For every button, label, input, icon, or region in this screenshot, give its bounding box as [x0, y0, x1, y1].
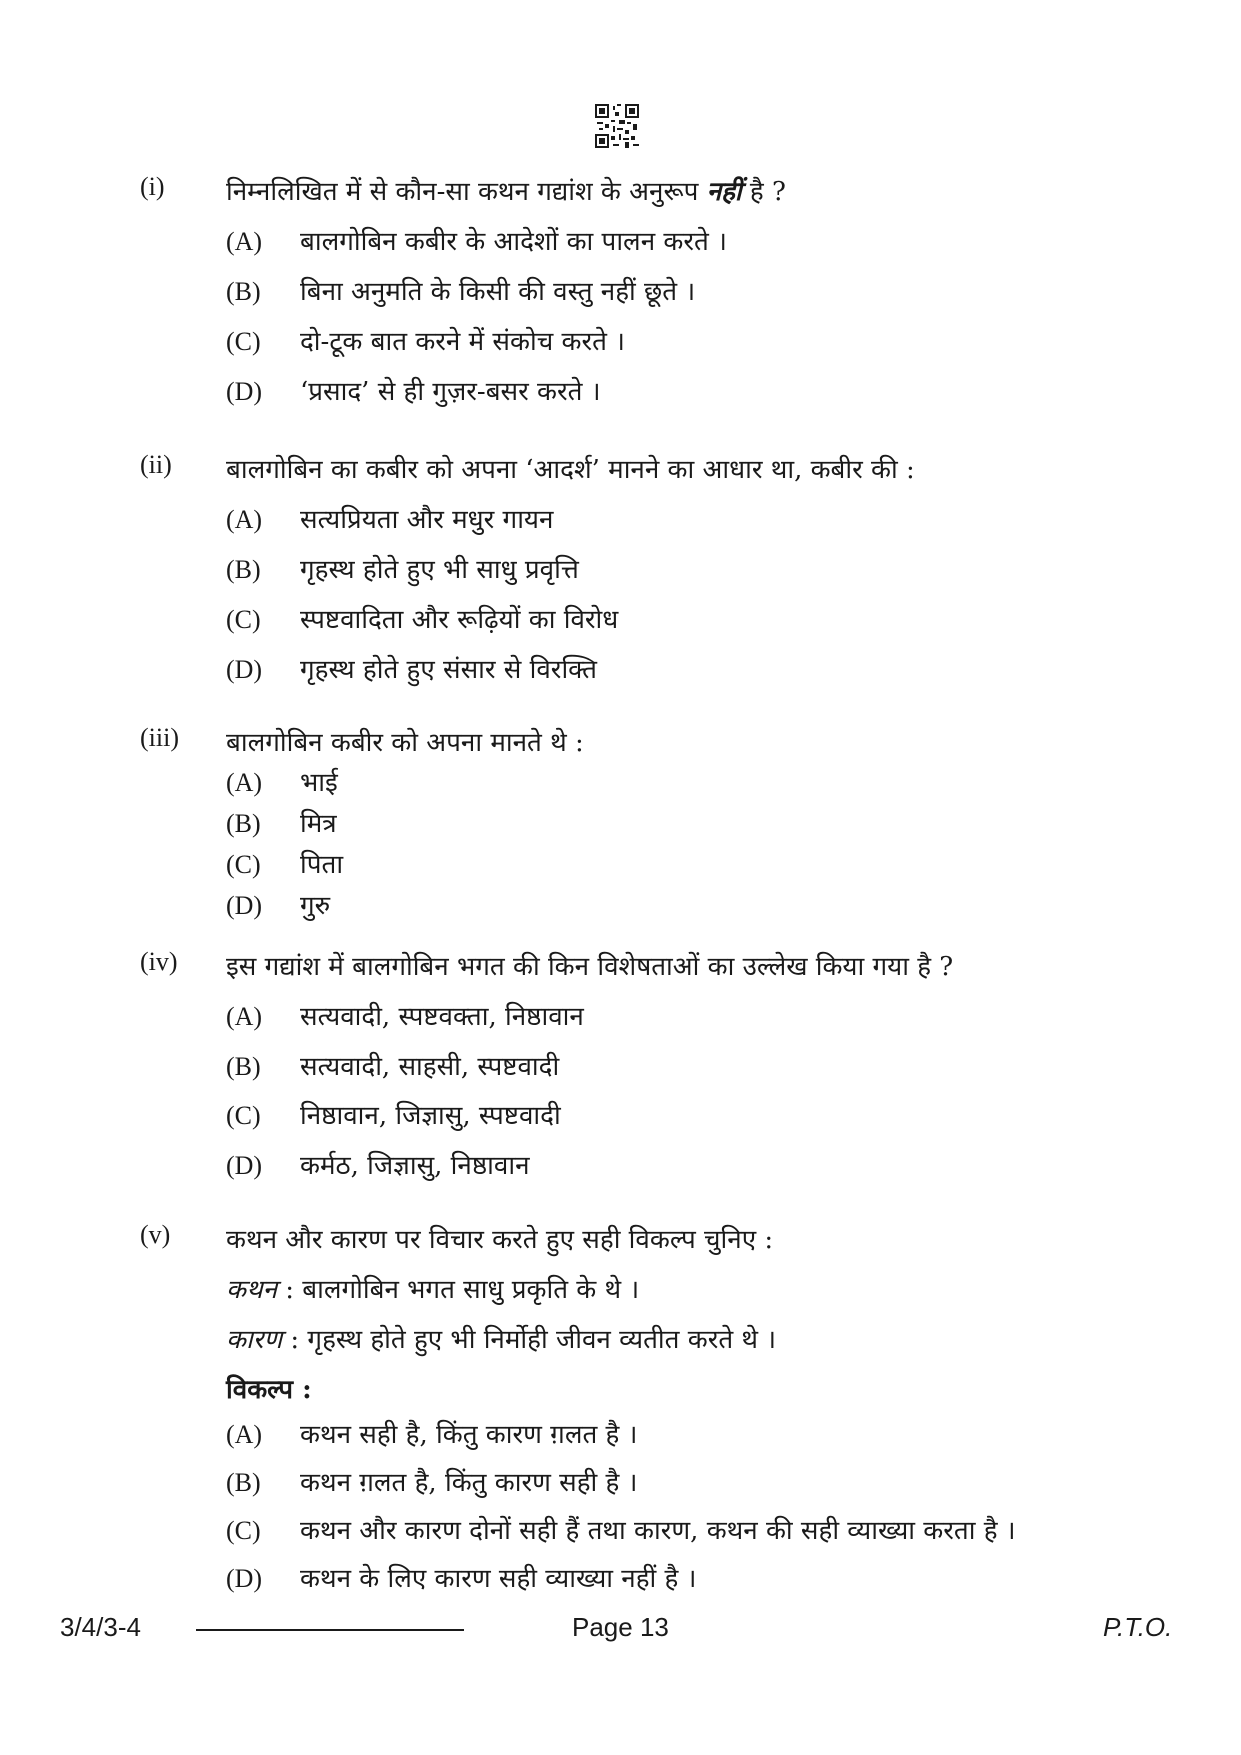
option-b — [226, 804, 337, 840]
option-label: (C) — [226, 1101, 261, 1130]
emphasis-word: नहीं — [706, 177, 742, 207]
option-text: सत्यवादी, स्पष्टवक्ता, निष्ठावान — [300, 1002, 584, 1032]
option-b — [226, 1047, 559, 1083]
question-text — [226, 172, 786, 208]
option-label: (D) — [226, 1564, 263, 1593]
pto-label: P.T.O. — [1103, 1612, 1173, 1642]
option-text: पिता — [300, 850, 344, 880]
option-c — [226, 1511, 1016, 1547]
option-label: (A) — [226, 505, 263, 534]
option-text: बिना अनुमति के किसी की वस्तु नहीं छूते । — [300, 277, 696, 307]
option-c — [226, 322, 625, 358]
option-label: (A) — [226, 768, 263, 797]
option-d — [226, 650, 597, 686]
option-b — [226, 1463, 637, 1499]
option-text: सत्यप्रियता और मधुर गायन — [300, 505, 554, 535]
option-label: (B) — [226, 555, 261, 584]
option-label: (B) — [226, 809, 261, 838]
footer-divider — [196, 1629, 464, 1631]
option-text: कथन के लिए कारण सही व्याख्या नहीं है । — [300, 1564, 697, 1594]
option-label: (C) — [226, 605, 261, 634]
question-text-part: है ? — [741, 177, 786, 207]
option-text: मित्र — [300, 809, 337, 839]
paper-code: 3/4/3-4 — [60, 1612, 141, 1642]
option-text: कथन और कारण दोनों सही हैं तथा कारण, कथन की सही व्याख्या करता है । — [300, 1516, 1016, 1546]
option-b — [226, 550, 579, 586]
qr-code-icon — [595, 104, 639, 148]
option-text: ‘प्रसाद’ से ही गुज़र-बसर करते । — [300, 377, 601, 407]
option-label: (D) — [226, 655, 263, 684]
option-label: (D) — [226, 891, 263, 920]
question-number: (i) — [140, 172, 165, 201]
option-a — [226, 997, 584, 1033]
question-text-part: निम्नलिखित में से कौन-सा कथन गद्यांश के अनुरूप — [226, 177, 707, 207]
question-number: (iv) — [140, 947, 178, 976]
option-label: (B) — [226, 1052, 261, 1081]
option-label: (B) — [226, 277, 261, 306]
question-text: बालगोबिन का कबीर को अपना ‘आदर्श’ मानने का आधार था, कबीर की : — [226, 455, 915, 485]
option-text: गुरु — [300, 891, 331, 921]
page-footer — [0, 1612, 1241, 1652]
page-number: Page 13 — [572, 1612, 669, 1642]
option-a — [226, 500, 553, 536]
option-label: (A) — [226, 1002, 263, 1031]
option-label: (C) — [226, 1516, 261, 1545]
option-c — [226, 1096, 561, 1132]
option-d — [226, 1559, 696, 1595]
option-text: कर्मठ, जिज्ञासु, निष्ठावान — [300, 1151, 530, 1181]
option-a — [226, 763, 338, 799]
assertion-line — [226, 1270, 639, 1306]
question-text: बालगोबिन कबीर को अपना मानते थे : — [226, 728, 584, 758]
question-number: (iii) — [140, 723, 179, 752]
option-label: (D) — [226, 377, 263, 406]
question-text: कथन और कारण पर विचार करते हुए सही विकल्प चुनिए : — [226, 1225, 774, 1255]
option-d — [226, 1146, 530, 1182]
option-text: सत्यवादी, साहसी, स्पष्टवादी — [300, 1052, 560, 1082]
reason-label: कारण — [226, 1325, 283, 1355]
question-number: (ii) — [140, 450, 172, 479]
option-c — [226, 845, 343, 881]
option-text: भाई — [300, 768, 338, 798]
option-text: बालगोबिन कबीर के आदेशों का पालन करते । — [300, 227, 727, 257]
options-heading: विकल्प : — [226, 1375, 312, 1405]
question-number: (v) — [140, 1220, 171, 1249]
option-text: स्पष्टवादिता और रूढ़ियों का विरोध — [300, 605, 619, 635]
option-label: (D) — [226, 1151, 263, 1180]
option-text: कथन सही है, किंतु कारण ग़लत है । — [300, 1420, 638, 1450]
option-label: (A) — [226, 1420, 263, 1449]
option-b — [226, 272, 695, 308]
assertion-text: : बालगोबिन भगत साधु प्रकृति के थे । — [277, 1275, 640, 1305]
reason-line — [226, 1320, 776, 1356]
option-text: गृहस्थ होते हुए संसार से विरक्ति — [300, 655, 597, 685]
option-label: (C) — [226, 327, 261, 356]
reason-text: : गृहस्थ होते हुए भी निर्मोही जीवन व्यतीत करते थे । — [282, 1325, 777, 1355]
question-text: इस गद्यांश में बालगोबिन भगत की किन विशेषताओं का उल्लेख किया गया है ? — [226, 952, 954, 982]
assertion-label: कथन — [226, 1275, 278, 1305]
option-label: (C) — [226, 850, 261, 879]
option-d — [226, 886, 330, 922]
option-label: (B) — [226, 1468, 261, 1497]
option-label: (A) — [226, 227, 263, 256]
option-text: गृहस्थ होते हुए भी साधु प्रवृत्ति — [300, 555, 579, 585]
option-text: निष्ठावान, जिज्ञासु, स्पष्टवादी — [300, 1101, 561, 1131]
option-text: कथन ग़लत है, किंतु कारण सही है । — [300, 1468, 638, 1498]
option-a — [226, 222, 727, 258]
option-c — [226, 600, 618, 636]
option-text: दो-टूक बात करने में संकोच करते । — [300, 327, 626, 357]
option-a — [226, 1415, 637, 1451]
option-d — [226, 372, 601, 408]
